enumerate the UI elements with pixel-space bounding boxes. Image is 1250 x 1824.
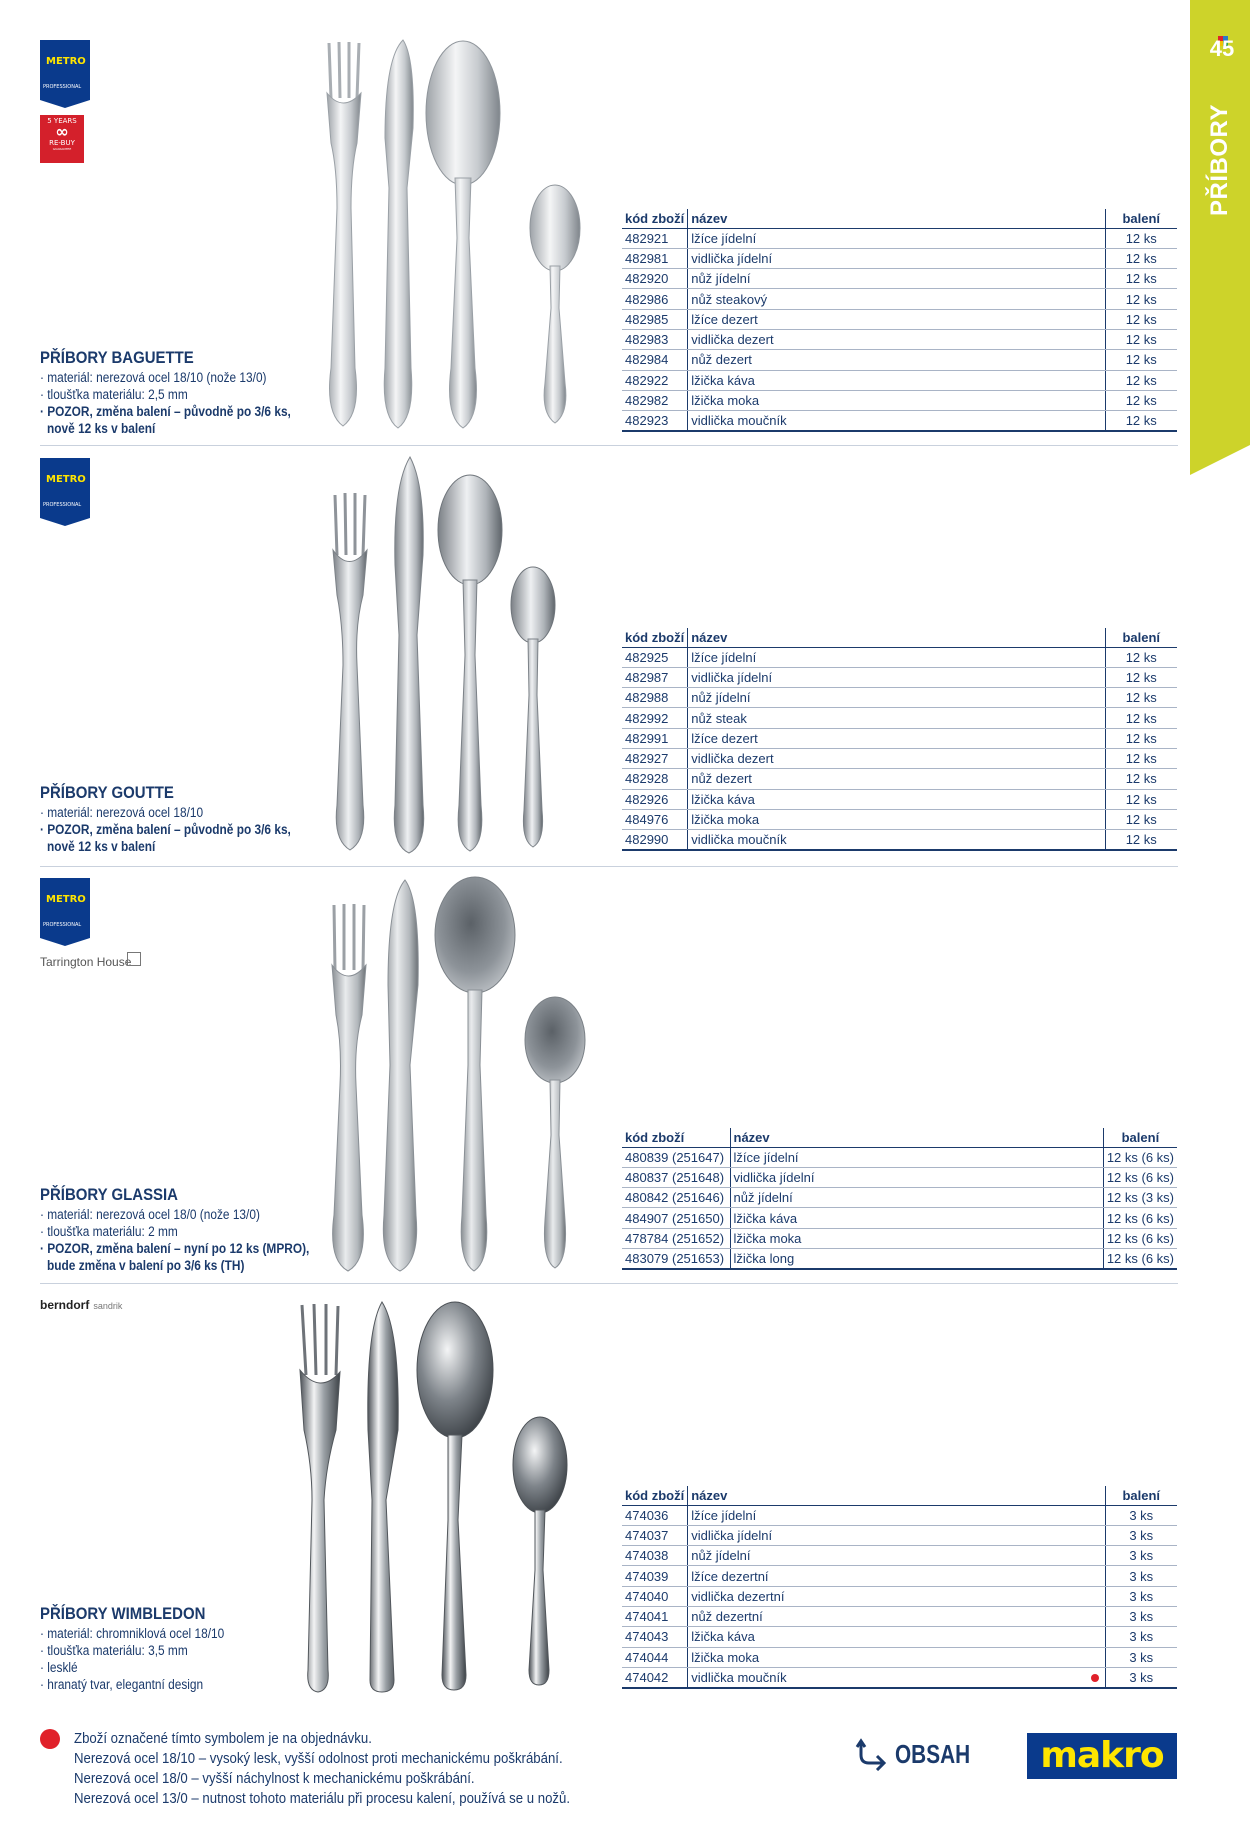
order-only-dot-icon	[40, 1729, 60, 1749]
product-bullet: · lesklé	[40, 1660, 78, 1675]
product-bullet: · POZOR, změna balení – původně po 3/6 ks,	[40, 404, 291, 419]
col-header-code: kód zboží	[622, 1128, 730, 1147]
product-title: PŘÍBORY GOUTTE	[40, 783, 174, 802]
product-bullet: · tloušťka materiálu: 3,5 mm	[40, 1643, 188, 1658]
table-row: 474042 vidlička moučník 3 ks	[622, 1667, 1177, 1687]
table-row: 484907 (251650) lžička káva 12 ks (6 ks)	[622, 1208, 1177, 1228]
table-row: 482984 nůž dezert 12 ks	[622, 350, 1177, 370]
product-title: PŘÍBORY GLASSIA	[40, 1185, 178, 1204]
section-divider	[40, 866, 1178, 867]
table-row: 482985 lžíce dezert 12 ks	[622, 309, 1177, 329]
order-only-dot-icon	[1091, 1674, 1099, 1682]
table-row: 482922 lžička káva 12 ks	[622, 370, 1177, 390]
table-row: 480837 (251648) vidlička jídelní 12 ks (6 ks)	[622, 1167, 1177, 1187]
product-bullet: · materiál: nerezová ocel 18/0 (nože 13/0)	[40, 1207, 260, 1222]
berndorf-sandrik-logo: berndorf sandrik	[40, 1298, 123, 1312]
product-bullet: · hranatý tvar, elegantní design	[40, 1677, 204, 1692]
table-row: 482925 lžíce jídelní 12 ks	[622, 647, 1177, 667]
table-row: 482983 vidlička dezert 12 ks	[622, 329, 1177, 349]
product-table-goutte	[622, 628, 1177, 851]
product-title: PŘÍBORY BAGUETTE	[40, 348, 194, 367]
table-row: 474044 lžička moka 3 ks	[622, 1647, 1177, 1667]
col-header-pack: balení	[1105, 209, 1177, 228]
table-row: 483079 (251653) lžička long 12 ks (6 ks)	[622, 1248, 1177, 1268]
product-bullet: bude změna v balení po 3/6 ks (TH)	[47, 1258, 245, 1273]
table-row: 474041 nůž dezertní 3 ks	[622, 1606, 1177, 1626]
table-row: 474038 nůž jídelní 3 ks	[622, 1546, 1177, 1566]
section-tab-label[interactable]: PŘÍBORY	[1206, 104, 1233, 216]
table-row: 474043 lžička káva 3 ks	[622, 1627, 1177, 1647]
col-header-name: název	[730, 1128, 1103, 1147]
rebuy-guarantee-badge: 5 YEARS ∞ RE-BUY GUARANTEE	[40, 115, 84, 163]
col-header-pack: balení	[1105, 628, 1177, 647]
table-row: 484976 lžička moka 12 ks	[622, 809, 1177, 829]
table-row: 482982 lžička moka 12 ks	[622, 390, 1177, 410]
product-info-baguette	[40, 348, 340, 437]
col-header-name: název	[688, 1486, 1105, 1505]
table-row: 474039 lžíce dezertní 3 ks	[622, 1566, 1177, 1586]
metro-professional-logo: METRO PROFESSIONAL	[40, 40, 90, 110]
section-side-tab	[1190, 0, 1250, 475]
table-row: 482927 vidlička dezert 12 ks	[622, 748, 1177, 768]
table-row: 482988 nůž jídelní 12 ks	[622, 688, 1177, 708]
table-row: 482986 nůž steakový 12 ks	[622, 289, 1177, 309]
table-row: 482990 vidlička moučník 12 ks	[622, 830, 1177, 850]
obsah-contents-link[interactable]: OBSAH	[855, 1737, 989, 1771]
table-row: 482928 nůž dezert 12 ks	[622, 769, 1177, 789]
table-row: 478784 (251652) lžička moka 12 ks (6 ks)	[622, 1228, 1177, 1248]
glassia-cutlery-image	[320, 875, 595, 1275]
footer-note: Nerezová ocel 18/10 – vysoký lesk, vyšší odolnost proti mechanickému poškrábání.	[74, 1750, 563, 1767]
product-table-wimbledon	[622, 1486, 1177, 1689]
footer-notes	[74, 1729, 638, 1809]
table-row: 474040 vidlička dezertní 3 ks	[622, 1586, 1177, 1606]
baguette-cutlery-image	[315, 38, 595, 433]
product-info-wimbledon	[40, 1604, 340, 1693]
table-row: 474036 lžíce jídelní 3 ks	[622, 1505, 1177, 1525]
tarrington-house-logo: Tarrington House	[40, 955, 132, 969]
table-row: 482991 lžíce dezert 12 ks	[622, 728, 1177, 748]
col-header-name: název	[688, 209, 1105, 228]
product-table-glassia	[622, 1128, 1177, 1270]
table-row: 474037 vidlička jídelní 3 ks	[622, 1525, 1177, 1545]
table-row: 480839 (251647) lžíce jídelní 12 ks (6 ks)	[622, 1147, 1177, 1167]
metro-professional-logo: METRO PROFESSIONAL	[40, 458, 90, 528]
product-info-goutte	[40, 783, 340, 855]
table-row: 482921 lžíce jídelní 12 ks	[622, 228, 1177, 248]
makro-logo[interactable]: makro	[1027, 1733, 1177, 1779]
return-arrow-icon	[855, 1737, 889, 1771]
section-divider	[40, 445, 1178, 446]
col-header-code: kód zboží	[622, 209, 688, 228]
product-info-glassia	[40, 1185, 340, 1274]
product-table-baguette	[622, 209, 1177, 432]
table-row: 482987 vidlička jídelní 12 ks	[622, 667, 1177, 687]
col-header-code: kód zboží	[622, 628, 688, 647]
product-bullet: · materiál: chromniklová ocel 18/10	[40, 1626, 225, 1641]
product-bullet: nově 12 ks v balení	[47, 421, 156, 436]
product-bullet: · materiál: nerezová ocel 18/10 (nože 13/0)	[40, 370, 267, 385]
goutte-cutlery-image	[315, 455, 565, 855]
table-row: 480842 (251646) nůž jídelní 12 ks (3 ks)	[622, 1188, 1177, 1208]
product-bullet: · materiál: nerezová ocel 18/10	[40, 805, 204, 820]
product-title: PŘÍBORY WIMBLEDON	[40, 1604, 206, 1623]
table-row: 482920 nůž jídelní 12 ks	[622, 269, 1177, 289]
footer-note: Zboží označené tímto symbolem je na objednávku.	[74, 1730, 372, 1747]
product-bullet: nově 12 ks v balení	[47, 839, 156, 854]
product-bullet: · POZOR, změna balení – nyní po 12 ks (MPRO),	[40, 1241, 310, 1256]
product-bullet: · POZOR, změna balení – původně po 3/6 ks,	[40, 822, 291, 837]
table-row: 482992 nůž steak 12 ks	[622, 708, 1177, 728]
col-header-pack: balení	[1103, 1128, 1177, 1147]
house-icon	[127, 952, 141, 966]
col-header-name: název	[688, 628, 1105, 647]
col-header-code: kód zboží	[622, 1486, 688, 1505]
table-row: 482923 vidlička moučník 12 ks	[622, 411, 1177, 431]
metro-professional-logo: METRO PROFESSIONAL	[40, 878, 90, 948]
col-header-pack: balení	[1105, 1486, 1177, 1505]
product-bullet: · tloušťka materiálu: 2,5 mm	[40, 387, 188, 402]
footer-note: Nerezová ocel 13/0 – nutnost tohoto materiálu při procesu kalení, používá se u nožů.	[74, 1790, 571, 1807]
table-row: 482981 vidlička jídelní 12 ks	[622, 248, 1177, 268]
page-number: 45	[1209, 36, 1235, 61]
section-divider	[40, 1283, 1178, 1284]
table-row: 482926 lžička káva 12 ks	[622, 789, 1177, 809]
footer-note: Nerezová ocel 18/0 – vyšší náchylnost k mechanickému poškrábání.	[74, 1770, 475, 1787]
product-bullet: · tloušťka materiálu: 2 mm	[40, 1224, 178, 1239]
